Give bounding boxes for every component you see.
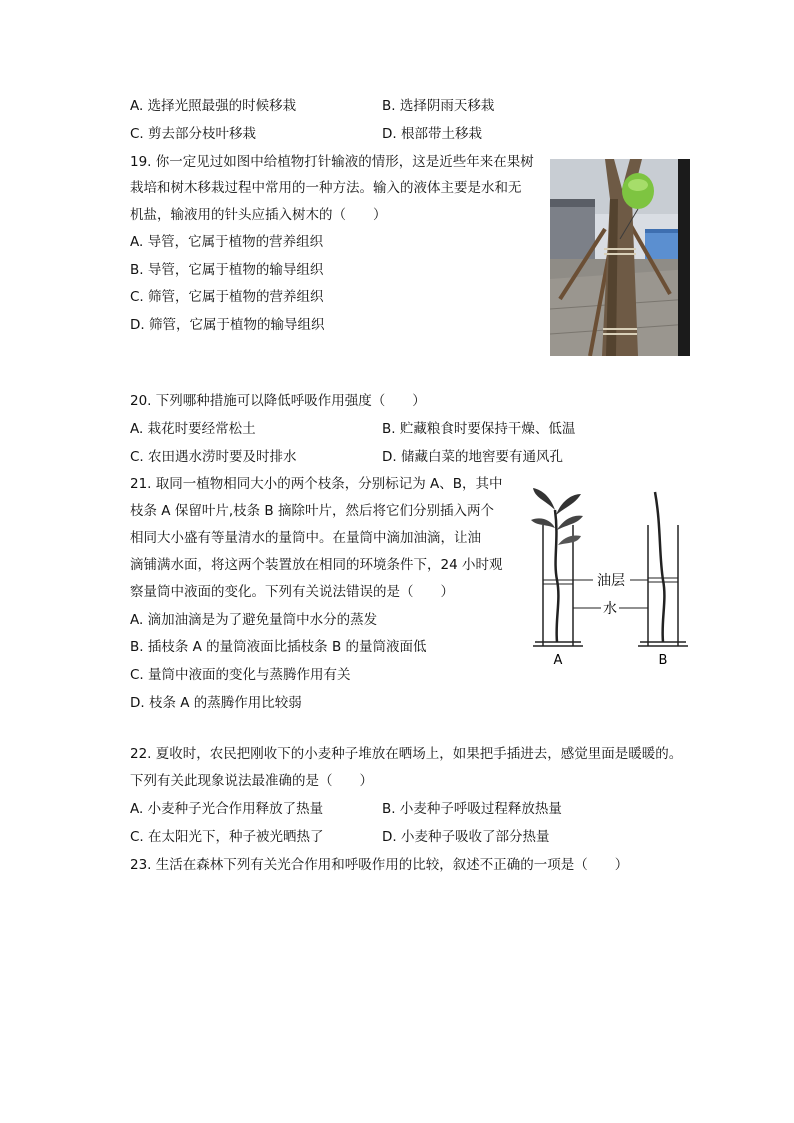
q21-option-d: D. 枝条 A 的蒸腾作用比较弱 bbox=[130, 695, 302, 711]
q21-stem-line2: 枝条 A 保留叶片,枝条 B 摘除叶片，然后将它们分别插入两个 bbox=[130, 503, 494, 519]
cylinder-a bbox=[531, 488, 583, 646]
q18-option-a: A. 选择光照最强的时候移栽 bbox=[130, 98, 297, 114]
cylinder-diagram bbox=[515, 480, 705, 670]
tree-infusion-photo bbox=[550, 159, 690, 356]
q19-stem-line3: 机盐，输液用的针头应插入树木的（ ） bbox=[130, 207, 387, 223]
q23-stem: 23. 生活在森林下列有关光合作用和呼吸作用的比较，叙述不正确的一项是（ ） bbox=[130, 857, 629, 873]
q21-option-b: B. 插枝条 A 的量筒液面比插枝条 B 的量筒液面低 bbox=[130, 639, 427, 655]
q22-option-d: D. 小麦种子吸收了部分热量 bbox=[382, 829, 550, 845]
q22-option-a: A. 小麦种子光合作用释放了热量 bbox=[130, 801, 324, 817]
q21-stem-line5: 察量筒中液面的变化。下列有关说法错误的是（ ） bbox=[130, 584, 454, 600]
label-a: A bbox=[553, 653, 563, 668]
q21-option-c: C. 量筒中液面的变化与蒸腾作用有关 bbox=[130, 667, 351, 683]
q20-option-a: A. 栽花时要经常松土 bbox=[130, 421, 256, 437]
q18-option-d: D. 根部带土移栽 bbox=[382, 126, 482, 142]
label-oil: 油层 bbox=[597, 573, 625, 589]
label-b: B bbox=[658, 653, 668, 668]
q19-stem-line2: 栽培和树木移栽过程中常用的一种方法。输入的液体主要是水和无 bbox=[130, 180, 522, 196]
q18-option-c: C. 剪去部分枝叶移栽 bbox=[130, 126, 257, 142]
q19-option-c: C. 筛管，它属于植物的营养组织 bbox=[130, 289, 324, 305]
q21-option-a: A. 滴加油滴是为了避免量筒中水分的蒸发 bbox=[130, 612, 378, 628]
q20-option-c: C. 农田遇水涝时要及时排水 bbox=[130, 449, 297, 465]
q19-stem-line1: 19. 你一定见过如图中给植物打针输液的情形，这是近些年来在果树 bbox=[130, 154, 534, 170]
q21-stem-line4: 滴铺满水面，将这两个装置放在相同的环境条件下，24 小时观 bbox=[130, 557, 503, 573]
q18-option-b: B. 选择阴雨天移栽 bbox=[382, 98, 495, 114]
q21-stem-line3: 相同大小盛有等量清水的量筒中。在量筒中滴加油滴，让油 bbox=[130, 530, 481, 546]
cylinder-b bbox=[638, 492, 688, 646]
q19-option-a: A. 导管，它属于植物的营养组织 bbox=[130, 234, 324, 250]
q20-option-d: D. 储藏白菜的地窖要有通风孔 bbox=[382, 449, 563, 465]
q21-stem-line1: 21. 取同一植物相同大小的两个枝条，分别标记为 A、B，其中 bbox=[130, 476, 503, 492]
label-water: 水 bbox=[603, 601, 617, 617]
q20-stem: 20. 下列哪种措施可以降低呼吸作用强度（ ） bbox=[130, 393, 426, 409]
q22-option-b: B. 小麦种子呼吸过程释放热量 bbox=[382, 801, 562, 817]
q19-option-d: D. 筛管，它属于植物的输导组织 bbox=[130, 317, 325, 333]
q22-stem-line1: 22. 夏收时，农民把刚收下的小麦种子堆放在晒场上，如果把手插进去，感觉里面是暖暖的。 bbox=[130, 746, 683, 762]
q22-option-c: C. 在太阳光下，种子被光晒热了 bbox=[130, 829, 324, 845]
q22-stem-line2: 下列有关此现象说法最准确的是（ ） bbox=[130, 773, 373, 789]
q20-option-b: B. 贮藏粮食时要保持干燥、低温 bbox=[382, 421, 576, 437]
q19-option-b: B. 导管，它属于植物的输导组织 bbox=[130, 262, 324, 278]
